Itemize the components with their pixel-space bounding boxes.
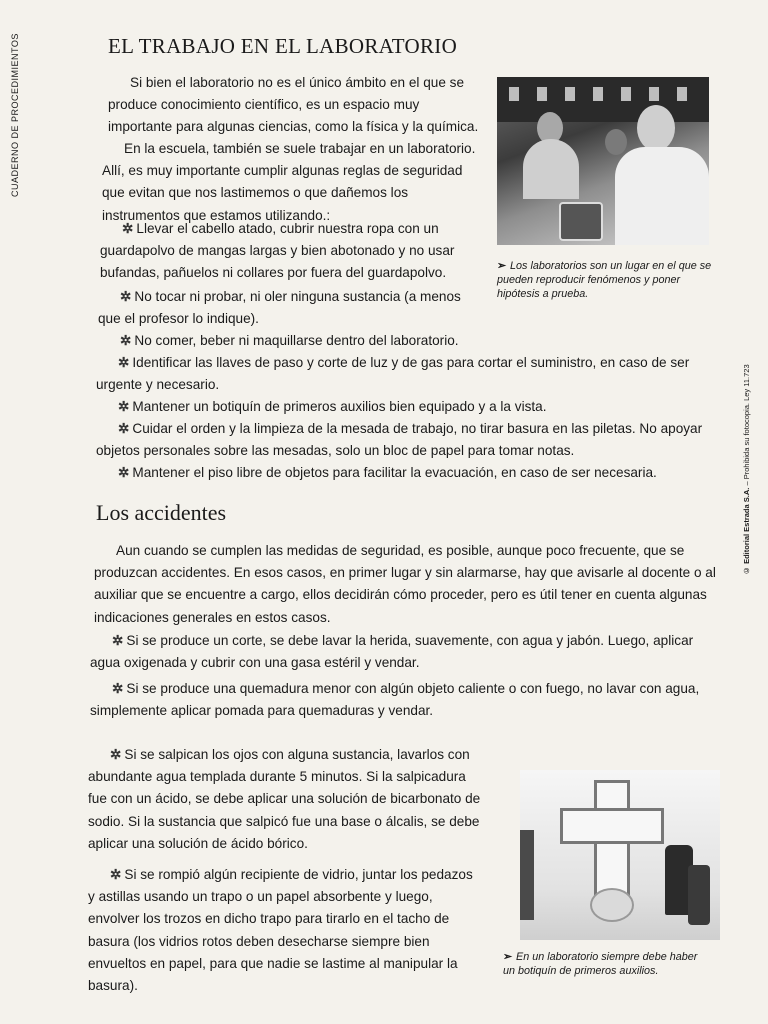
star-bullet-icon: ✲	[112, 681, 124, 696]
star-bullet-icon: ✲	[122, 221, 134, 236]
laboratory-photo	[497, 77, 709, 245]
intro-paragraph-1: Si bien el laboratorio no es el único ámbito en el que se produce conocimiento científico, es un espacio muy importante para algunas ciencias, como la física y la química.	[108, 75, 479, 135]
star-bullet-icon: ✲	[118, 355, 130, 370]
star-bullet-icon: ✲	[112, 633, 124, 648]
star-bullet-icon: ✲	[118, 465, 130, 480]
rule-item: ✲ Cuidar el orden y la limpieza de la mesada de trabajo, no tirar basura en las piletas. No apoyar objetos personales sobre las mesadas, solo un bloc de papel para tomar notas.	[96, 421, 703, 459]
star-bullet-icon: ✲	[110, 867, 122, 882]
accident-item: ✲ Si se salpican los ojos con alguna sustancia, lavarlos con abundante agua templada durante 5 minutos. Si la salpicadura fue con un ácido, se debe aplicar una solución de bicarbonato de sodio. Si la sustancia que salpicó fue una base o álcalis, se debe aplicar una solución de ácido bórico.	[88, 747, 481, 851]
star-bullet-icon: ✲	[120, 289, 132, 304]
arrow-icon: ➢	[503, 951, 513, 963]
rule-item: ✲ Mantener un botiquín de primeros auxilios bien equipado y a la vista.	[118, 399, 547, 414]
accidents-intro: Aun cuando se cumplen las medidas de seguridad, es posible, aunque poco frecuente, que se produzcan accidentes. En esos casos, en primer lugar y sin alarmarse, hay que avisarle al docente o al auxiliar que se encuentre a cargo, ellos decidirán cómo proceder, pero es útil tener en cuenta algunas indicaciones generales en estos casos.	[94, 543, 716, 625]
rule-item: ✲ No tocar ni probar, ni oler ninguna sustancia (a menos que el profesor lo indique).	[98, 289, 461, 327]
intro-paragraph-2: En la escuela, también se suele trabajar en un laboratorio. Allí, es muy importante cumplir algunas reglas de seguridad que evitan que nos lastimemos o que dañemos los instrumentos que estamos utilizando.:	[102, 141, 476, 223]
rule-item: ✲ No comer, beber ni maquillarse dentro del laboratorio.	[120, 333, 459, 348]
star-bullet-icon: ✲	[118, 421, 130, 436]
star-bullet-icon: ✲	[120, 333, 132, 348]
page-title: EL TRABAJO EN EL LABORATORIO	[108, 34, 458, 58]
accident-item: ✲ Si se produce un corte, se debe lavar la herida, suavemente, con agua y jabón. Luego, aplicar agua oxigenada y cubrir con una gasa estéril y vendar.	[90, 633, 694, 671]
rule-item: ✲ Llevar el cabello atado, cubrir nuestra ropa con un guardapolvo de mangas largas y bien abotonado y no usar bufandas, pañuelos ni collares por fuera del guardapolvo.	[100, 221, 455, 281]
accident-item: ✲ Si se produce una quemadura menor con algún objeto caliente o con fuego, no lavar con agua, simplemente aplicar pomada para quemaduras y vendar.	[90, 681, 700, 719]
star-bullet-icon: ✲	[118, 399, 130, 414]
first-aid-kit-photo	[520, 770, 720, 940]
photo-caption: ➢ Los laboratorios son un lugar en el que se pueden reproducir fenómenos y poner hipótesis a prueba.	[497, 260, 712, 300]
running-header: CUADERNO DE PROCEDIMIENTOS	[10, 33, 20, 197]
rule-item: ✲ Mantener el piso libre de objetos para facilitar la evacuación, en caso de ser necesaria.	[118, 465, 657, 480]
star-bullet-icon: ✲	[110, 747, 122, 762]
copyright-notice: © Editorial Estrada S.A. – Prohibida su fotocopia. Ley 11.723	[742, 364, 751, 576]
rule-item: ✲ Identificar las llaves de paso y corte de luz y de gas para cortar el suministro, en caso de ser urgente y necesario.	[96, 355, 690, 393]
first-aid-caption: ➢ En un laboratorio siempre debe haber un botiquín de primeros auxilios.	[503, 951, 698, 977]
section-title: Los accidentes	[96, 500, 227, 525]
accident-item: ✲ Si se rompió algún recipiente de vidrio, juntar los pedazos y astillas usando un trapo o un papel absorbente y luego, envolver los trozos en dicho trapo para tirarlo en el tacho de basura (los vidrios rotos deben desecharse siempre bien envueltos en papel, para que nadie se lastime al manipular la basura).	[88, 867, 473, 994]
arrow-icon: ➢	[497, 260, 507, 272]
